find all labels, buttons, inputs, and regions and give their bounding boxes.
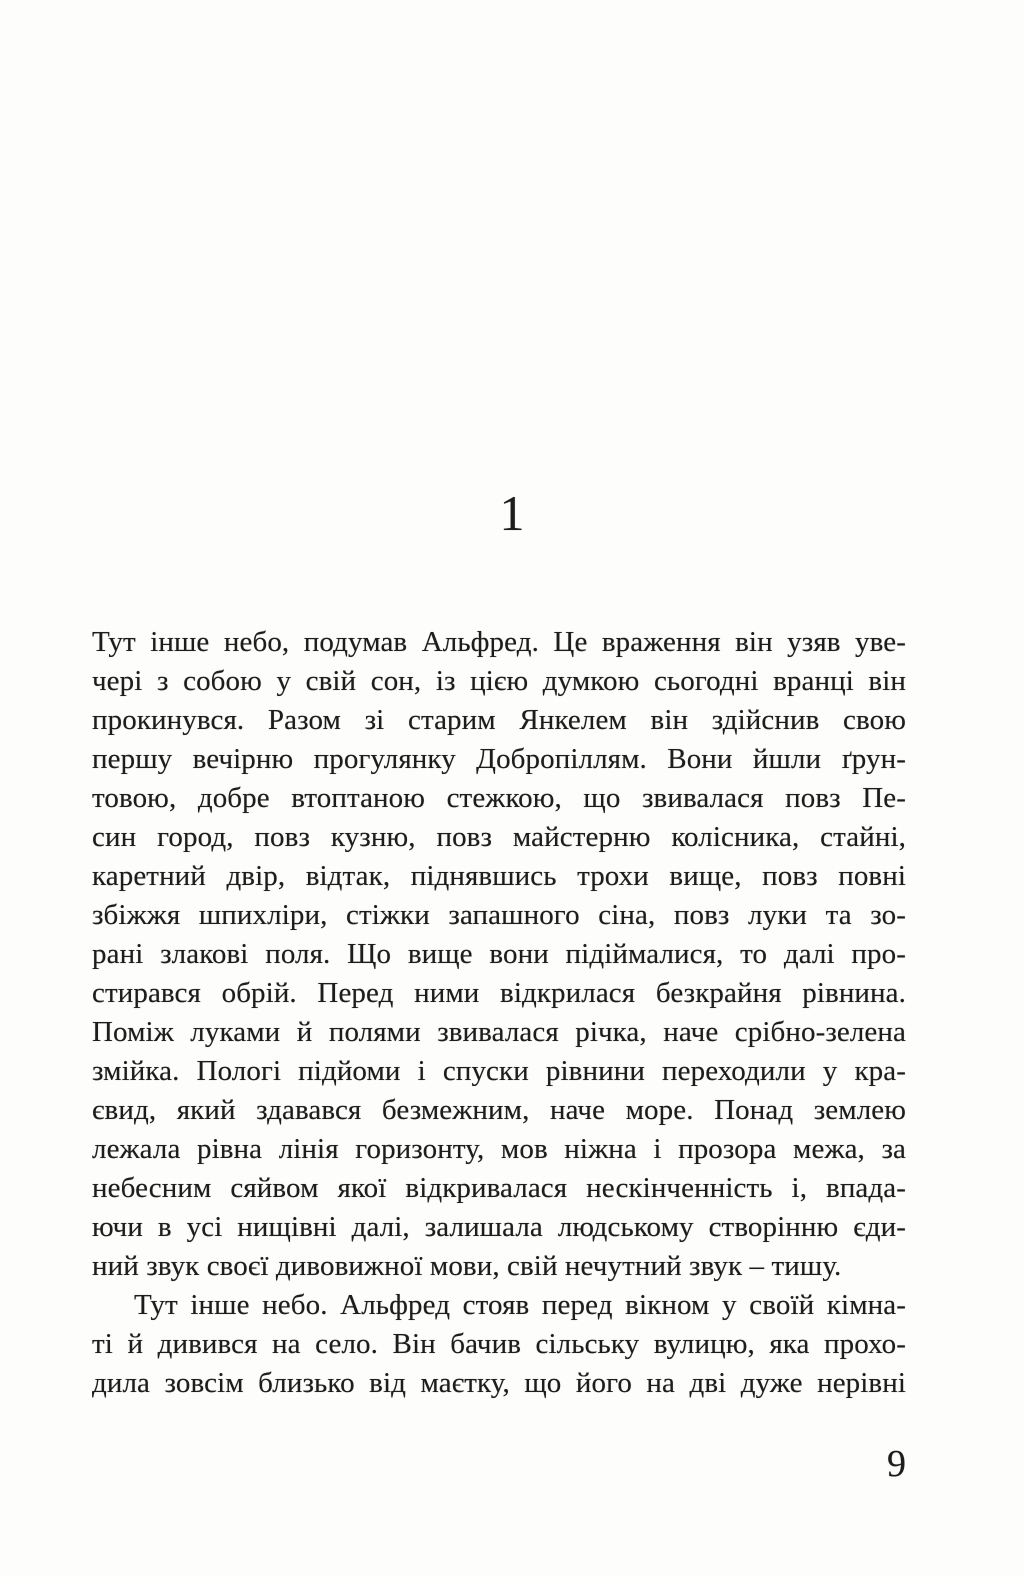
body-text xyxy=(92,623,906,1403)
text-line: дила зовсім близько від маєтку, що його на дві дуже нерівні xyxy=(92,1367,906,1399)
page-number: 9 xyxy=(887,1443,906,1485)
text-line: каретний двір, відтак, піднявшись трохи вище, повз повні xyxy=(92,860,906,892)
text-line: ті й дивився на село. Він бачив сільську вулицю, яка прохо- xyxy=(92,1328,906,1360)
text-line: євид, який здавався безмежним, наче море. Понад землею xyxy=(92,1094,906,1126)
text-line: Поміж луками й полями звивалася річка, наче срібно-зелена xyxy=(92,1016,906,1048)
text-line: Тут інше небо. Альфред стояв перед вікном у своїй кімна- xyxy=(134,1289,906,1321)
text-line: першу вечірню прогулянку Добропіллям. Вони йшли ґрун- xyxy=(92,743,906,775)
text-line: лежала рівна лінія горизонту, мов ніжна і прозора межа, за xyxy=(92,1133,906,1165)
text-line: Тут інше небо, подумав Альфред. Це враження він узяв уве- xyxy=(92,626,906,658)
text-line: збіжжя шпихліри, стіжки запашного сіна, повз луки та зо- xyxy=(92,899,906,931)
text-line: син город, повз кузню, повз майстерню колісника, стайні, xyxy=(92,821,906,853)
text-line: чері з собою у свій сон, із цією думкою сьогодні вранці він xyxy=(92,665,906,697)
text-line: прокинувся. Разом зі старим Янкелем він здійснив свою xyxy=(92,704,906,736)
text-line: рані злакові поля. Що вище вони підіймалися, то далі про- xyxy=(92,938,906,970)
text-line: товою, добре втоптаною стежкою, що звивалася повз Пе- xyxy=(92,782,906,814)
text-line: небесним сяйвом якої відкривалася нескінченність і, впада- xyxy=(92,1172,906,1204)
text-line: змійка. Пологі підйоми і спуски рівнини переходили у кра- xyxy=(92,1055,906,1087)
text-line: ючи в усі нищівні далі, залишала людському створінню єди- xyxy=(92,1211,906,1243)
text-line: ний звук своєї дивовижної мови, свій нечутний звук – тишу. xyxy=(92,1250,842,1282)
text-line: стирався обрій. Перед ними відкрилася безкрайня рівнина. xyxy=(92,977,906,1009)
chapter-number: 1 xyxy=(499,485,525,541)
